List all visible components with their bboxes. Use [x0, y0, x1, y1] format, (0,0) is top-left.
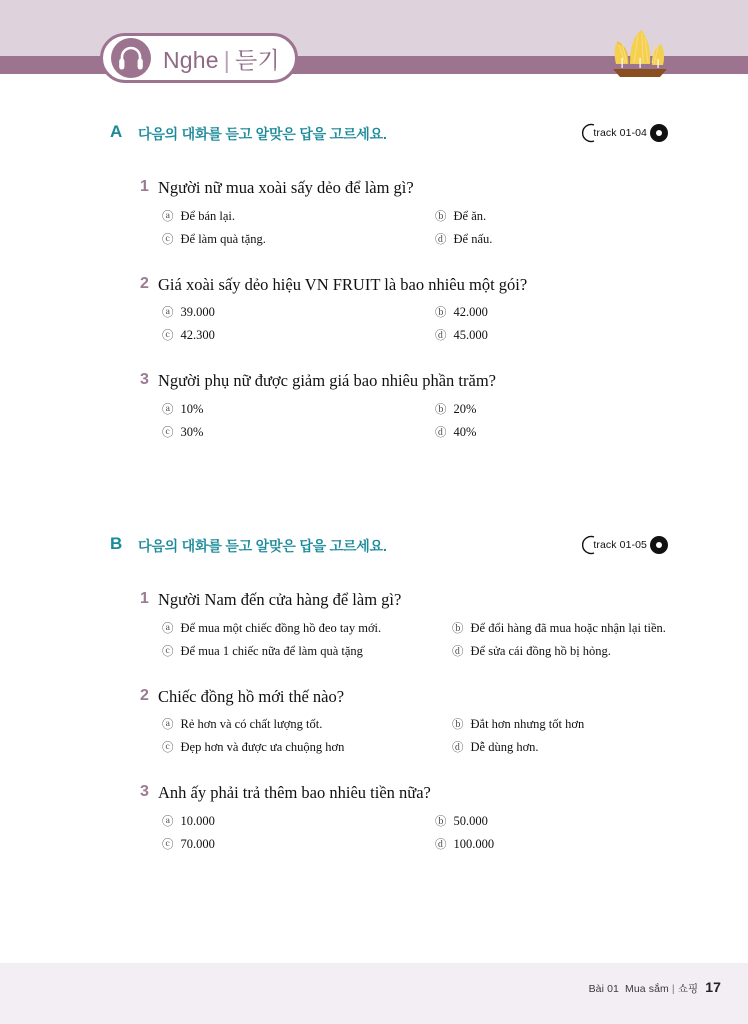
option-marker-b: ⓑ [452, 717, 464, 732]
question-number: 2 [140, 686, 149, 704]
option-marker-c: ⓒ [162, 643, 174, 658]
junk-boat-illustration [605, 28, 675, 80]
section-b-track-label: track 01-05 [593, 539, 647, 551]
question-line [0, 590, 748, 611]
option-marker-a: ⓐ [162, 401, 174, 416]
section-a-letter: A [110, 122, 123, 141]
option-row [162, 327, 748, 343]
option-c[interactable] [162, 836, 435, 852]
option-marker-d: ⓓ [452, 740, 464, 755]
question-line [0, 687, 748, 708]
question-block [0, 783, 748, 852]
option-label: 42.000 [453, 305, 488, 320]
option-d[interactable] [435, 424, 476, 440]
option-marker-a: ⓐ [162, 813, 174, 828]
question-text: Giá xoài sấy dẻo hiệu VN FRUIT là bao nhiêu một gói? [158, 274, 528, 294]
question-number: 1 [140, 178, 149, 195]
option-label: Để bán lại. [180, 208, 235, 223]
section-a-instruction: 다음의 대화를 듣고 알맞은 답을 고르세요. [138, 126, 387, 142]
option-d[interactable] [452, 739, 539, 755]
question-line [0, 178, 748, 199]
option-marker-a: ⓐ [162, 717, 174, 732]
option-d[interactable] [435, 836, 494, 852]
option-marker-d: ⓓ [452, 643, 464, 658]
option-marker-d: ⓓ [435, 231, 447, 246]
option-label: Đắt hơn nhưng tốt hơn [470, 717, 585, 732]
option-row [162, 424, 748, 440]
option-marker-a: ⓐ [162, 208, 174, 223]
option-b[interactable] [435, 208, 486, 224]
option-label: 50.000 [453, 813, 488, 828]
section-title-text [163, 42, 280, 75]
section-b-track-badge[interactable] [580, 534, 668, 556]
question-number: 1 [140, 590, 149, 607]
option-row [162, 716, 748, 732]
option-marker-c: ⓒ [162, 231, 174, 246]
question-line [0, 275, 748, 296]
option-d[interactable] [435, 327, 488, 343]
option-label: 10.000 [180, 813, 215, 828]
option-label: 10% [180, 401, 204, 416]
question-block [0, 590, 748, 659]
option-a[interactable] [162, 716, 452, 732]
section-title-vi: Nghe [163, 46, 219, 73]
option-c[interactable] [162, 327, 435, 343]
option-a[interactable] [162, 813, 435, 829]
option-c[interactable] [162, 643, 452, 659]
section-a-header [0, 122, 748, 150]
option-label: 42.300 [180, 328, 215, 343]
options-group [0, 401, 748, 440]
option-c[interactable] [162, 739, 452, 755]
option-label: Để làm quà tặng. [180, 231, 266, 246]
option-label: Để mua một chiếc đồng hồ đeo tay mới. [180, 620, 382, 635]
option-b[interactable] [452, 620, 666, 636]
option-row [162, 304, 748, 320]
question-line [0, 783, 748, 804]
option-row [162, 813, 748, 829]
option-marker-a: ⓐ [162, 305, 174, 320]
option-label: Để ăn. [453, 208, 487, 223]
section-a [0, 122, 748, 447]
option-marker-c: ⓒ [162, 328, 174, 343]
question-text: Người Nam đến cửa hàng để làm gì? [158, 590, 402, 609]
option-marker-b: ⓑ [435, 401, 447, 416]
option-row [162, 643, 748, 659]
option-a[interactable] [162, 304, 435, 320]
question-text: Anh ấy phải trả thêm bao nhiêu tiền nữa? [158, 783, 431, 803]
option-marker-d: ⓓ [435, 424, 447, 439]
option-c[interactable] [162, 424, 435, 440]
options-group [0, 620, 748, 659]
option-marker-a: ⓐ [162, 620, 174, 635]
option-d[interactable] [435, 231, 492, 247]
option-label: Để đổi hàng đã mua hoặc nhận lại tiền. [470, 620, 666, 635]
section-b-letter: B [110, 534, 123, 553]
option-marker-d: ⓓ [435, 328, 447, 343]
page-number: 17 [705, 979, 721, 995]
option-marker-c: ⓒ [162, 836, 174, 851]
options-group [0, 304, 748, 343]
footer-separator: | [671, 983, 675, 995]
section-title-ko: 듣기 [234, 46, 280, 73]
footer-band [0, 963, 748, 1024]
headphone-icon [111, 38, 151, 78]
option-row [162, 208, 748, 224]
section-title-separator: | [223, 46, 230, 73]
option-label: 30% [180, 424, 204, 439]
options-group [0, 208, 748, 247]
option-label: 45.000 [453, 328, 488, 343]
section-b-instruction: 다음의 대화를 듣고 알맞은 답을 고르세요. [138, 538, 387, 554]
track-arc-icon [580, 535, 596, 555]
option-a[interactable] [162, 208, 435, 224]
option-marker-c: ⓒ [162, 740, 174, 755]
option-label: Để sửa cái đồng hồ bị hỏng. [470, 643, 611, 658]
option-label: Để nấu. [453, 231, 493, 246]
option-b[interactable] [435, 813, 488, 829]
option-row [162, 620, 748, 636]
option-b[interactable] [435, 304, 488, 320]
question-text: Người phụ nữ được giảm giá bao nhiêu phần trăm? [158, 371, 496, 391]
section-title-pill [100, 33, 298, 83]
question-line [0, 371, 748, 392]
option-row [162, 231, 748, 247]
question-text: Người nữ mua xoài sấy dẻo để làm gì? [158, 178, 414, 197]
cd-icon [650, 536, 668, 554]
option-d[interactable] [452, 643, 611, 659]
option-label: 40% [453, 424, 477, 439]
option-a[interactable] [162, 620, 452, 636]
option-label: Rẻ hơn và có chất lượng tốt. [180, 717, 323, 732]
question-block [0, 371, 748, 440]
question-block [0, 687, 748, 756]
option-row [162, 739, 748, 755]
option-c[interactable] [162, 231, 435, 247]
option-b[interactable] [435, 401, 476, 417]
question-block [0, 275, 748, 344]
footer [589, 979, 721, 996]
cd-icon [650, 124, 668, 142]
option-a[interactable] [162, 401, 435, 417]
option-marker-b: ⓑ [435, 305, 447, 320]
question-number: 3 [140, 371, 149, 389]
footer-title-ko: 쇼핑 [677, 983, 699, 995]
option-row [162, 836, 748, 852]
section-b-header [0, 534, 748, 562]
option-label: Dễ dùng hơn. [470, 740, 539, 755]
option-label: Đẹp hơn và được ưa chuộng hơn [180, 740, 345, 755]
option-label: 39.000 [180, 305, 215, 320]
option-label: 20% [453, 401, 477, 416]
option-marker-c: ⓒ [162, 424, 174, 439]
section-a-track-label: track 01-04 [593, 127, 647, 139]
question-text: Chiếc đồng hồ mới thế nào? [158, 686, 345, 706]
question-block [0, 178, 748, 247]
section-a-track-badge[interactable] [580, 122, 668, 144]
option-label: 70.000 [180, 836, 215, 851]
option-marker-b: ⓑ [435, 208, 447, 223]
options-group [0, 716, 748, 755]
footer-title-vi: Mua sắm [625, 983, 669, 995]
options-group [0, 813, 748, 852]
option-marker-d: ⓓ [435, 836, 447, 851]
section-b [0, 534, 748, 859]
option-marker-b: ⓑ [452, 620, 464, 635]
option-label: 100.000 [453, 836, 495, 851]
track-arc-icon [580, 123, 596, 143]
option-label: Để mua 1 chiếc nữa để làm quà tặng [180, 643, 363, 658]
option-row [162, 401, 748, 417]
question-number: 3 [140, 783, 149, 801]
option-b[interactable] [452, 716, 584, 732]
question-number: 2 [140, 274, 149, 292]
footer-lesson: Bài 01 [588, 983, 619, 995]
option-marker-b: ⓑ [435, 813, 447, 828]
